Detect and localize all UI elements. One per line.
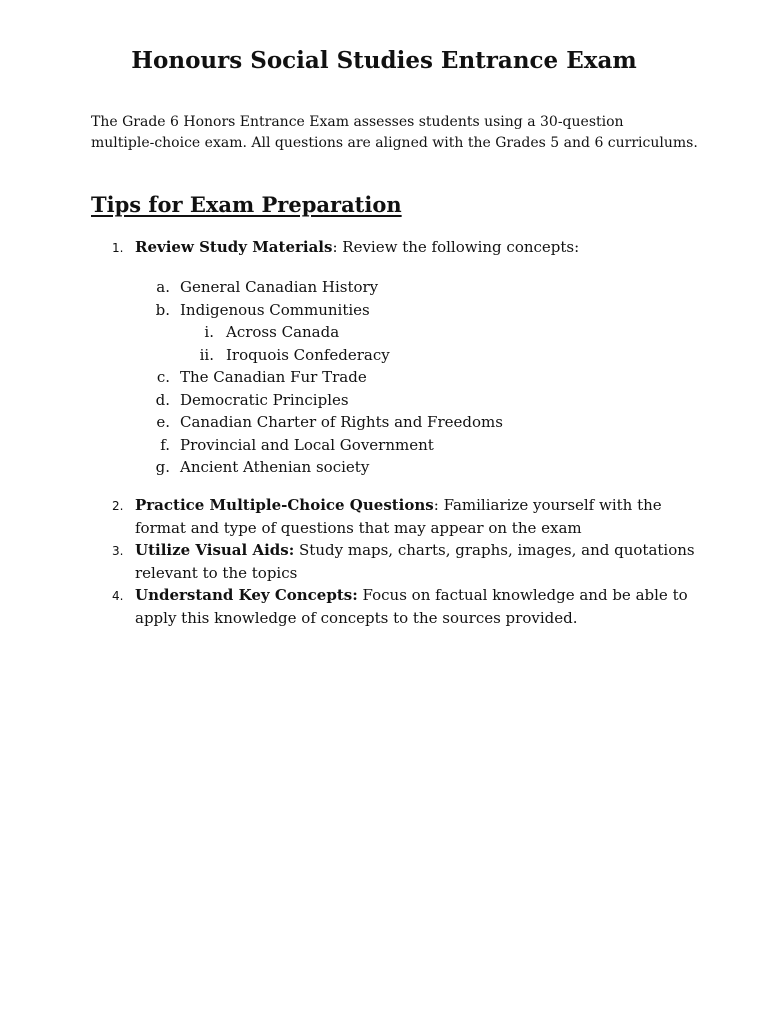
tips-heading: Tips for Exam Preparation [91, 192, 402, 217]
tip-body [135, 494, 695, 539]
concept-marker: d. [155, 390, 170, 409]
concept-marker: f. [160, 435, 170, 454]
concept-marker: i. [204, 323, 214, 341]
concept-marker: e. [156, 413, 170, 431]
concept-text: Indigenous Communities [180, 300, 370, 319]
tip-number: 4. [112, 589, 124, 603]
concept-marker: ii. [199, 345, 214, 364]
concept-marker: g. [155, 458, 170, 476]
tip-body [135, 539, 695, 584]
document-title: Honours Social Studies Entrance Exam [131, 47, 637, 74]
concept-text: Across Canada [226, 323, 340, 341]
tip-title: Practice Multiple-Choice Questions [135, 496, 434, 514]
tip-text: relevant to the topics [135, 563, 298, 582]
tip-body [135, 584, 695, 629]
concept-text: Provincial and Local Government [180, 435, 434, 454]
concept-marker: a. [156, 278, 170, 296]
tip-number: 2. [112, 499, 124, 513]
tip-number: 1. [112, 241, 124, 255]
tip-title: Understand Key Concepts: [135, 586, 358, 604]
tip-number: 3. [112, 544, 124, 558]
concept-text: The Canadian Fur Trade [180, 368, 367, 386]
intro-line: multiple-choice exam. All questions are aligned with the Grades 5 and 6 curriculums. [91, 135, 698, 151]
tip-title: Review Study Materials [135, 238, 333, 256]
tip-text: : Familiarize yourself with the [433, 496, 662, 514]
tip-text: : Review the following concepts: [332, 238, 580, 256]
concept-text: Democratic Principles [180, 390, 349, 409]
tip-text: Focus on factual knowledge and be able to [357, 586, 688, 604]
tip-text: format and type of questions that may appear on the exam [135, 518, 582, 537]
concept-marker: b. [155, 300, 170, 319]
concept-text: Ancient Athenian society [180, 458, 370, 476]
intro-paragraph [91, 112, 698, 154]
tip-body [135, 236, 695, 259]
tip-text: apply this knowledge of concepts to the sources provided. [135, 608, 578, 627]
concept-text: Canadian Charter of Rights and Freedoms [180, 413, 503, 431]
intro-line: The Grade 6 Honors Entrance Exam assesses students using a 30-question [91, 114, 624, 130]
tip-text: Study maps, charts, graphs, images, and quotations [294, 541, 695, 559]
concept-marker: c. [156, 368, 170, 386]
concept-text: Iroquois Confederacy [226, 345, 390, 364]
tip-title: Utilize Visual Aids: [135, 541, 295, 559]
concept-text: General Canadian History [180, 278, 379, 296]
